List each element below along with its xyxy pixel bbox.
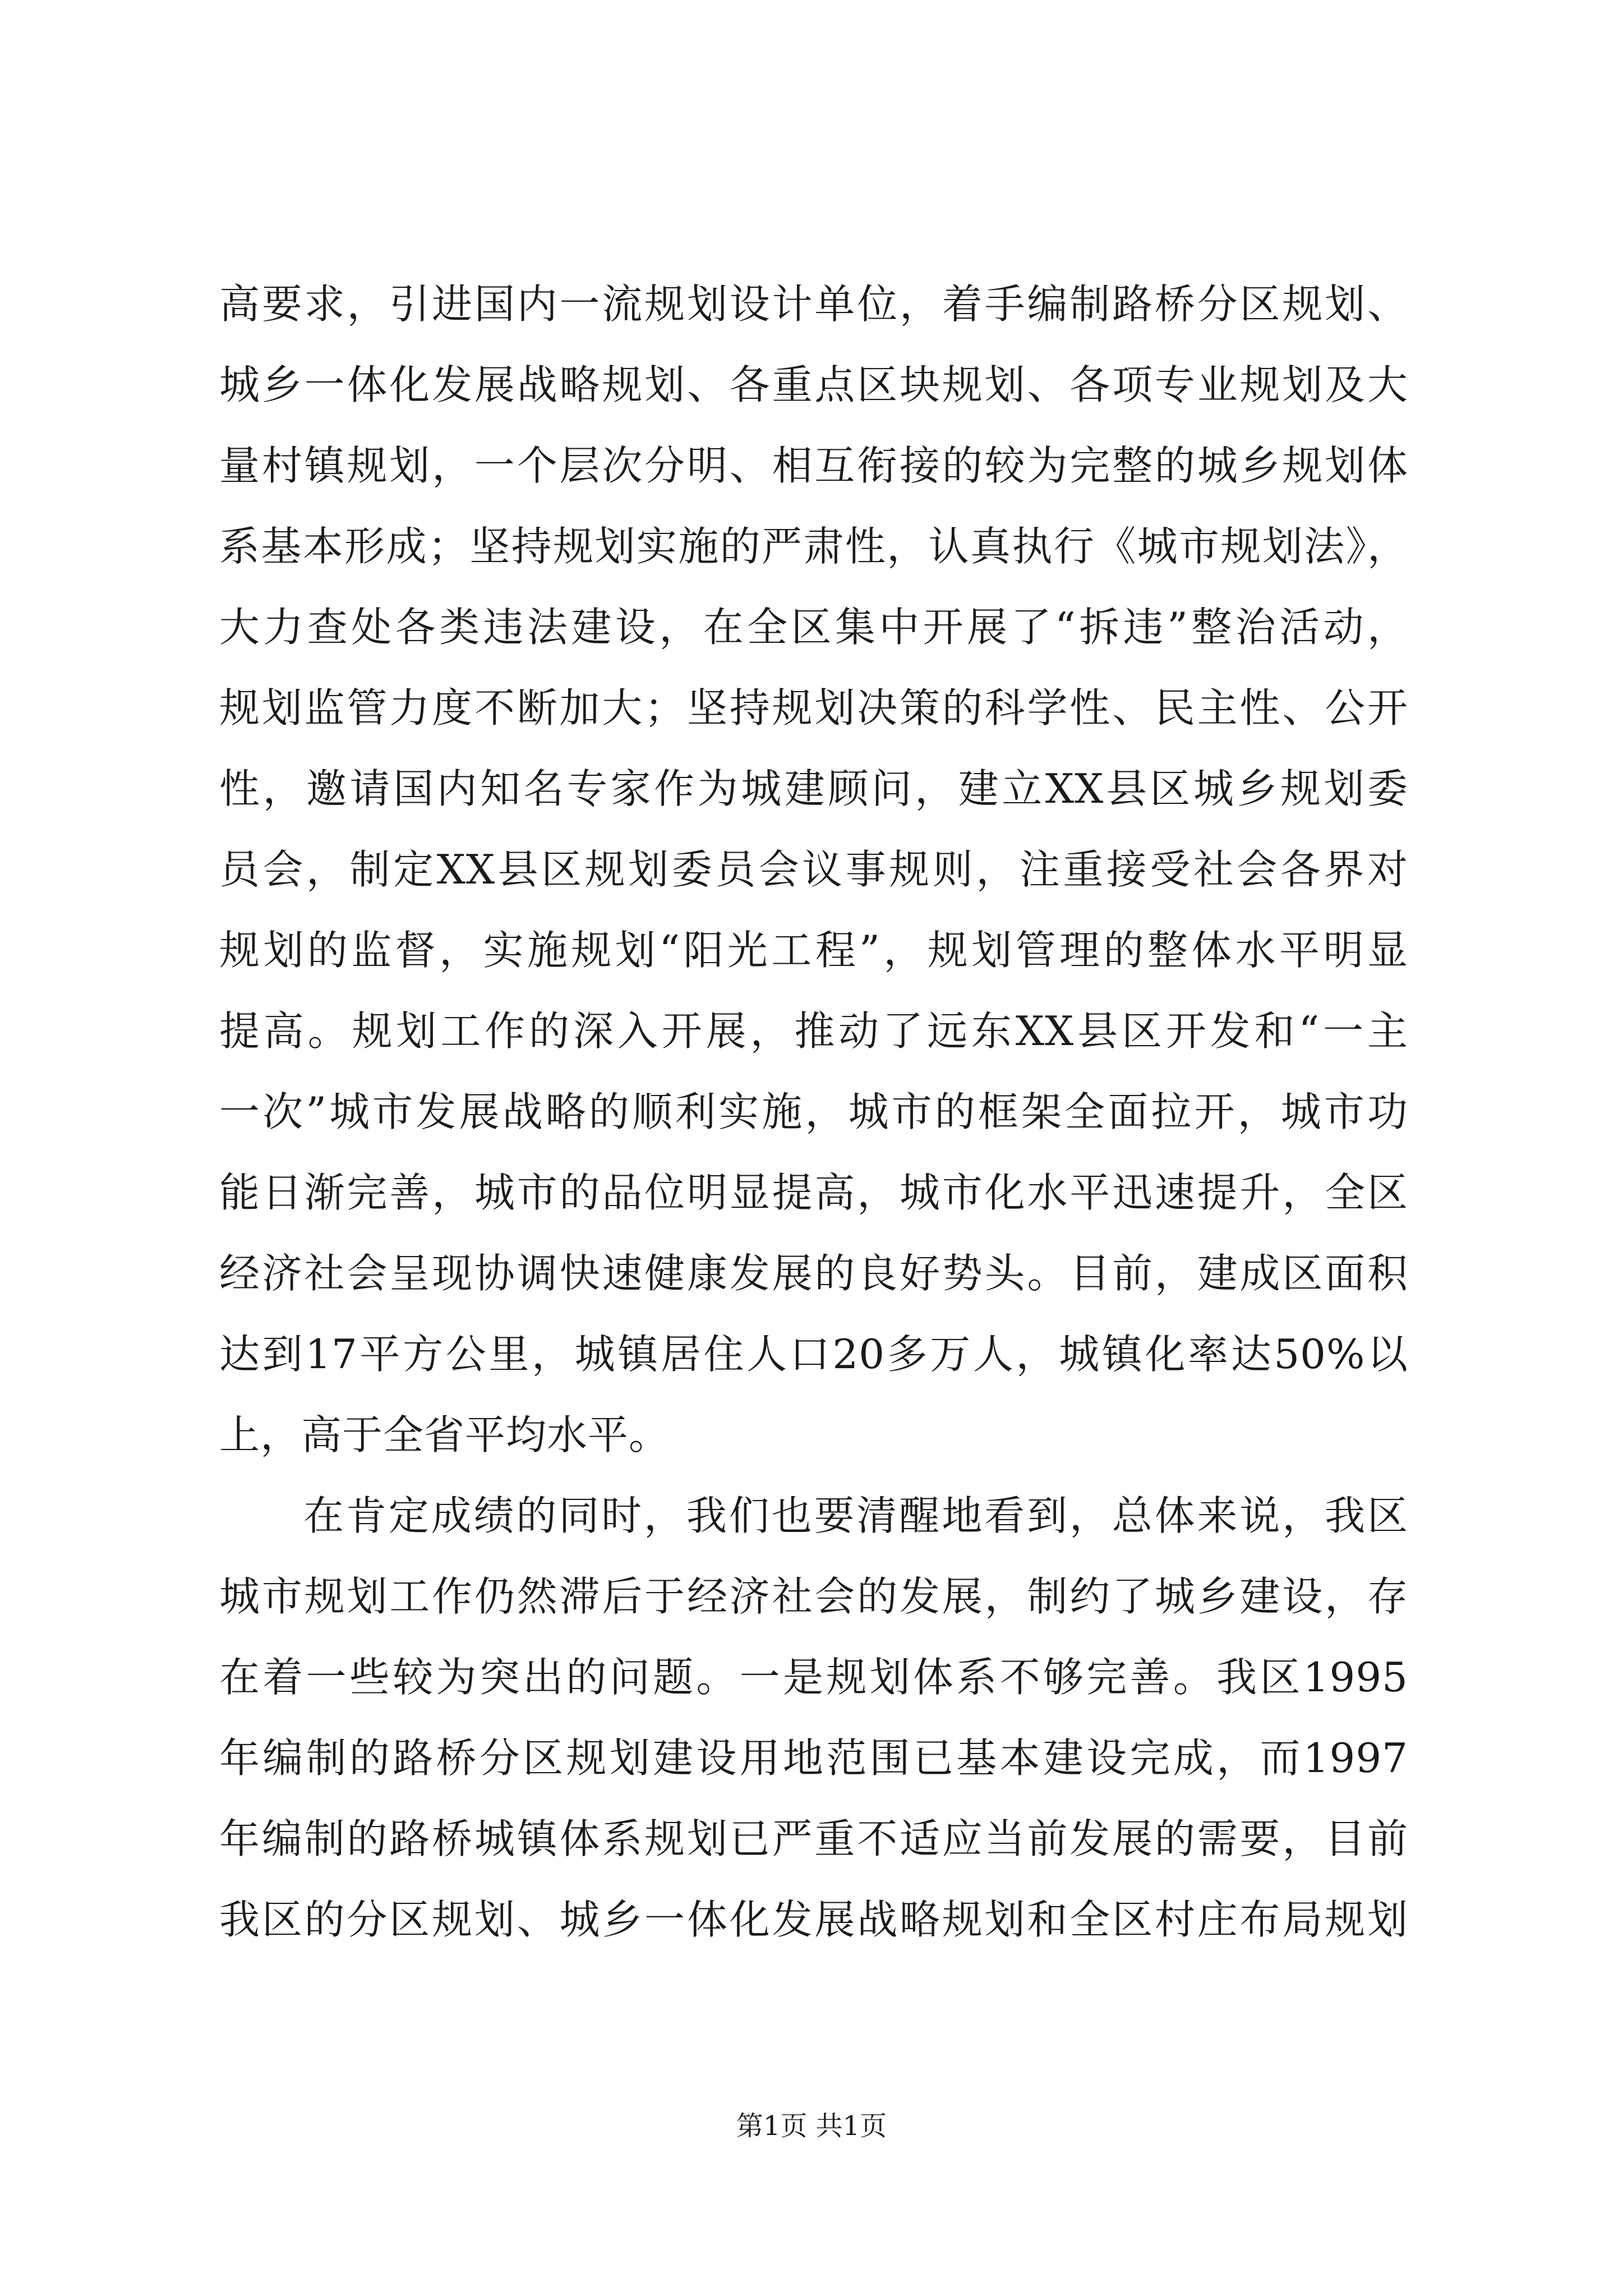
- text-line: 系基本形成；坚持规划实施的严肃性，认真执行《城市规划法》，: [219, 523, 1408, 570]
- text-line: 提高。规划工作的深入开展，推动了远东XX县区开发和“一主: [219, 1007, 1408, 1055]
- text-line: 规划的监督，实施规划“阳光工程”，规划管理的整体水平明显: [219, 927, 1408, 974]
- text-line: 能日渐完善，城市的品位明显提高，城市化水平迅速提升，全区: [219, 1169, 1408, 1216]
- paragraph-2: [219, 1475, 1408, 1960]
- text-line: 上，高于全省平均水平。: [219, 1411, 670, 1458]
- text-line: 年编制的路桥分区规划建设用地范围已基本建设完成，而1997: [219, 1734, 1408, 1782]
- text-line: 城乡一体化发展战略规划、各重点区块规划、各项专业规划及大: [219, 361, 1408, 408]
- text-line: 性，邀请国内知名专家作为城建顾问，建立XX县区城乡规划委: [219, 765, 1408, 812]
- text-line: 规划监管力度不断加大；坚持规划决策的科学性、民主性、公开: [219, 684, 1408, 731]
- paragraph-1: [219, 264, 1408, 1475]
- text-line: 量村镇规划，一个层次分明、相互衔接的较为完整的城乡规划体: [219, 442, 1408, 489]
- text-line: 年编制的路桥城镇体系规划已严重不适应当前发展的需要，目前: [219, 1815, 1408, 1862]
- text-line: 我区的分区规划、城乡一体化发展战略规划和全区村庄布局规划: [219, 1896, 1408, 1943]
- text-line: 高要求，引进国内一流规划设计单位，着手编制路桥分区规划、: [219, 280, 1408, 328]
- text-line: 达到17平方公里，城镇居住人口20多万人，城镇化率达50%以: [219, 1331, 1408, 1378]
- text-line: 在肯定成绩的同时，我们也要清醒地看到，总体来说，我区: [303, 1492, 1408, 1539]
- text-line: 在着一些较为突出的问题。一是规划体系不够完善。我区1995: [219, 1654, 1408, 1701]
- text-line: 一次”城市发展战略的顺利实施，城市的框架全面拉开，城市功: [219, 1088, 1408, 1135]
- text-line: 经济社会呈现协调快速健康发展的良好势头。目前，建成区面积: [219, 1250, 1408, 1297]
- page-number-footer: 第1页 共1页: [736, 2110, 887, 2142]
- text-line: 城市规划工作仍然滞后于经济社会的发展，制约了城乡建设，存: [219, 1573, 1408, 1620]
- document-body: [219, 264, 1408, 1960]
- text-line: 大力查处各类违法建设，在全区集中开展了“拆违”整治活动，: [219, 604, 1408, 651]
- text-line: 员会，制定XX县区规划委员会议事规则，注重接受社会各界对: [219, 846, 1408, 893]
